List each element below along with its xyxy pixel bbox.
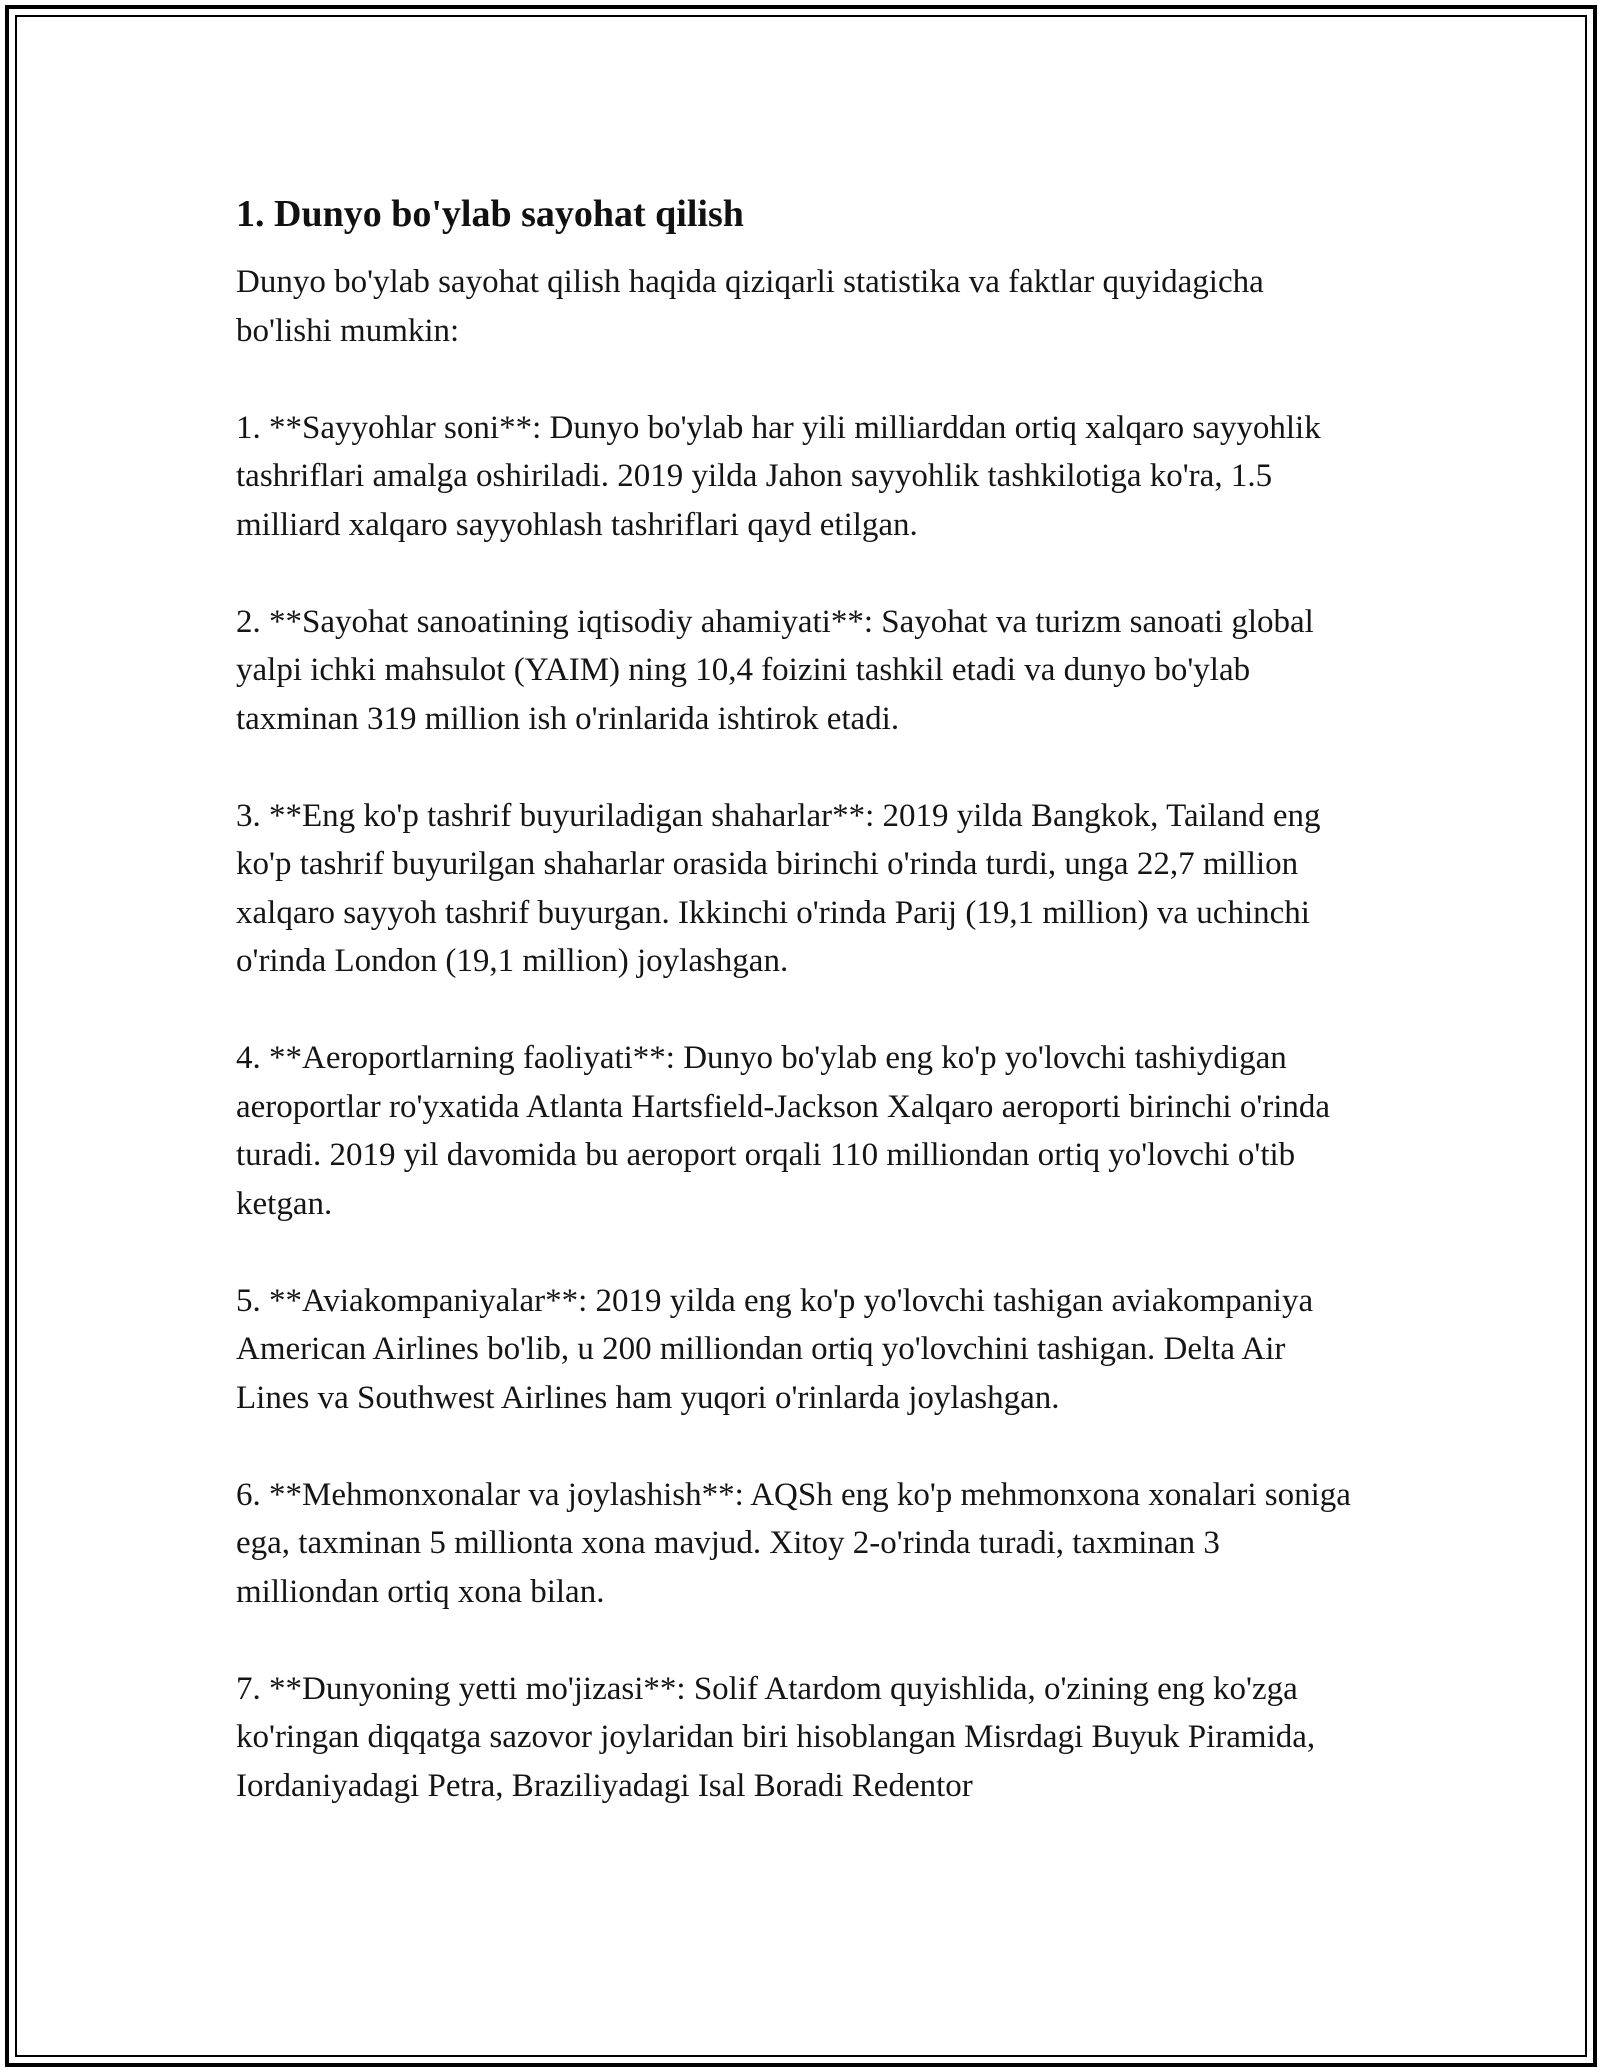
list-item: 4. **Aeroportlarning faoliyati**: Dunyo bo'ylab eng ko'p yo'lovchi tashiydigan aeroportlar ro'yxatida Atlanta Hartsfield-Jackson Xalqaro aeroporti birinchi o'rinda turadi. 2019 yil davomida bu aeroport orqali 110 milliondan ortiq yo'lovchi o'tib ketgan. [236, 1040, 1331, 1222]
list-item: 5. **Aviakompaniyalar**: 2019 yilda eng ko'p yo'lovchi tashigan aviakompaniya American Airlines bo'lib, u 200 milliondan ortiq yo'lovchini tashigan. Delta Air Lines va Southwest Airlines ham yuqori o'rinlarda joylashgan. [236, 1282, 1314, 1416]
list-item: 3. **Eng ko'p tashrif buyuriladigan shaharlar**: 2019 yilda Bangkok, Tailand eng ko'p tashrif buyurilgan shaharlar orasida birinchi o'rinda turdi, unga 22,7 million xalqaro sayyoh tashrif buyurgan. Ikkinchi o'rinda Parij (19,1 million) va uchinchi o'rinda London (19,1 million) joylashgan. [236, 797, 1321, 979]
list-item: 2. **Sayohat sanoatining iqtisodiy ahamiyati**: Sayohat va turizm sanoati global yalpi ichki mahsulot (YAIM) ning 10,4 foizini tashkil etadi va dunyo bo'ylab taxminan 319 million ish o'rinlarida ishtirok etadi. [236, 603, 1314, 737]
document-body [236, 190, 1366, 1859]
document-title: 1. Dunyo bo'ylab sayohat qilish [236, 193, 744, 235]
list-item: 6. **Mehmonxonalar va joylashish**: AQSh eng ko'p mehmonxona xonalari soniga ega, taxminan 5 millionta xona mavjud. Xitoy 2-o'rinda turadi, taxminan 3 milliondan ortiq xona bilan. [236, 1476, 1351, 1610]
intro-paragraph: Dunyo bo'ylab sayohat qilish haqida qiziqarli statistika va faktlar quyidagicha bo'lishi mumkin: [236, 264, 1264, 349]
list-item: 7. **Dunyoning yetti mo'jizasi**: Solif Atardom quyishlida, o'zining eng ko'zga ko'ringan diqqatga sazovor joylaridan biri hisoblangan Misrdagi Buyuk Piramida, Iordaniyadagi Petra, Braziliyadagi Isal Boradi Redentor [236, 1670, 1316, 1804]
list-item: 1. **Sayyohlar soni**: Dunyo bo'ylab har yili milliarddan ortiq xalqaro sayyohlik tashriflari amalga oshiriladi. 2019 yilda Jahon sayyohlik tashkilotiga ko'ra, 1.5 milliard xalqaro sayyohlash tashriflari qayd etilgan. [236, 409, 1321, 543]
